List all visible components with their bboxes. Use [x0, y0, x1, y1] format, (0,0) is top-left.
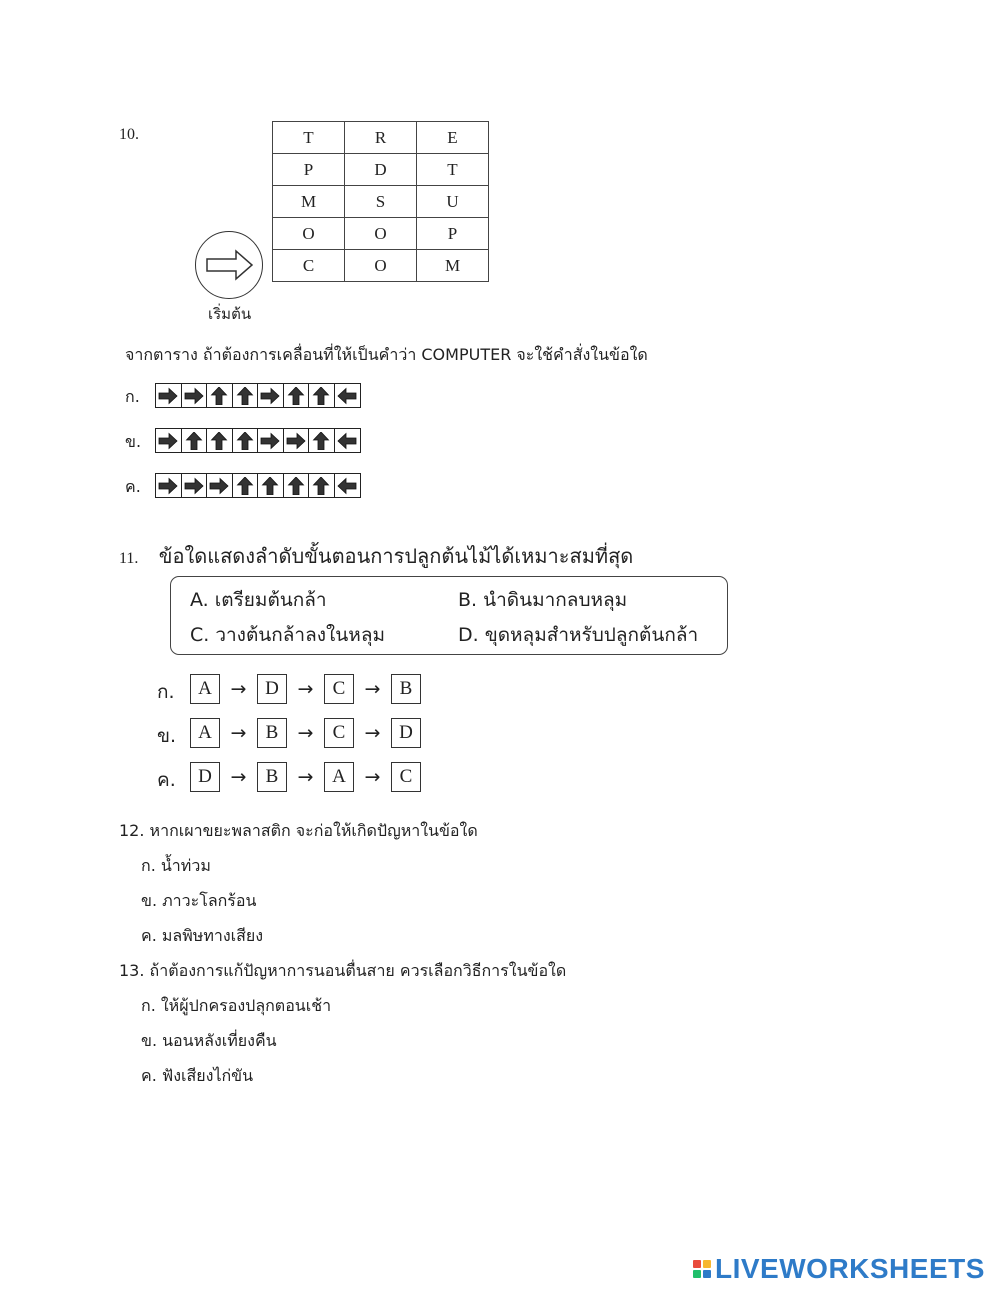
sequence-step: A — [190, 674, 220, 704]
sequence-arrow: → — [230, 766, 247, 788]
arrow-right-icon — [284, 429, 310, 452]
question-10-option[interactable] — [155, 473, 361, 498]
sequence-arrow: → — [364, 722, 381, 744]
sequence-step: C — [391, 762, 421, 792]
sequence-step: B — [257, 762, 287, 792]
step-b: B. นำดินมากลบหลุม — [458, 589, 628, 611]
sequence-step: D — [257, 674, 287, 704]
grid-row — [273, 250, 489, 282]
grid-cell: P — [417, 218, 489, 250]
letter-grid — [272, 121, 489, 282]
grid-row — [273, 186, 489, 218]
arrow-up-icon — [233, 429, 259, 452]
arrow-left-icon — [335, 429, 361, 452]
grid-cell: P — [273, 154, 345, 186]
question-11-option-label: ข. — [157, 725, 177, 747]
sequence-arrow: → — [297, 766, 314, 788]
sequence-arrow: → — [230, 678, 247, 700]
grid-cell: M — [273, 186, 345, 218]
arrow-right-icon — [258, 384, 284, 407]
start-arrow-icon — [196, 232, 262, 298]
question-10-text: จากตาราง ถ้าต้องการเคลื่อนที่ให้เป็นคำว่า COMPUTER จะใช้คำสั่งในข้อใด — [125, 345, 648, 364]
sequence-step: A — [324, 762, 354, 792]
question-12-option[interactable]: ค. มลพิษทางเสียง — [141, 926, 264, 945]
question-10-number: 10. — [119, 126, 139, 143]
grid-cell: C — [273, 250, 345, 282]
sequence-step: C — [324, 674, 354, 704]
arrow-right-icon — [156, 429, 182, 452]
sequence-step: C — [324, 718, 354, 748]
question-11-option[interactable] — [190, 762, 421, 792]
arrow-up-icon — [309, 384, 335, 407]
grid-cell: T — [417, 154, 489, 186]
sequence-step: D — [391, 718, 421, 748]
question-13-option[interactable]: ก. ให้ผู้ปกครองปลุกตอนเช้า — [141, 996, 332, 1015]
grid-row — [273, 122, 489, 154]
question-11-option[interactable] — [190, 718, 421, 748]
grid-cell: M — [417, 250, 489, 282]
arrow-up-icon — [207, 429, 233, 452]
question-10-option-label: ข. — [125, 432, 142, 451]
question-11-number: 11. — [119, 550, 139, 567]
start-label: เริ่มต้น — [208, 305, 252, 323]
arrow-left-icon — [335, 474, 361, 497]
step-d: D. ขุดหลุมสำหรับปลูกต้นกล้า — [458, 624, 699, 646]
sequence-step: B — [391, 674, 421, 704]
question-13-option[interactable]: ค. ฟังเสียงไก่ขัน — [141, 1066, 254, 1085]
arrow-up-icon — [284, 474, 310, 497]
sequence-step: A — [190, 718, 220, 748]
logo-mark-icon — [693, 1260, 711, 1278]
question-12-text: 12. หากเผาขยะพลาสติก จะก่อให้เกิดปัญหาในข้อใด — [119, 821, 478, 840]
grid-row — [273, 218, 489, 250]
sequence-arrow: → — [297, 678, 314, 700]
step-a: A. เตรียมต้นกล้า — [190, 589, 327, 611]
arrow-right-icon — [182, 384, 208, 407]
arrow-up-icon — [207, 384, 233, 407]
sequence-arrow: → — [364, 678, 381, 700]
arrow-left-icon — [335, 384, 361, 407]
arrow-up-icon — [258, 474, 284, 497]
sequence-step: D — [190, 762, 220, 792]
arrow-up-icon — [284, 384, 310, 407]
grid-row — [273, 154, 489, 186]
question-11-option[interactable] — [190, 674, 421, 704]
arrow-up-icon — [233, 384, 259, 407]
question-12-option[interactable]: ข. ภาวะโลกร้อน — [141, 891, 257, 910]
sequence-arrow: → — [230, 722, 247, 744]
grid-cell: R — [345, 122, 417, 154]
start-circle — [195, 231, 263, 299]
question-10-option[interactable] — [155, 428, 361, 453]
arrow-up-icon — [309, 474, 335, 497]
question-11-option-label: ก. — [157, 681, 175, 703]
arrow-up-icon — [309, 429, 335, 452]
question-12-option[interactable]: ก. น้ำท่วม — [141, 856, 211, 875]
sequence-arrow: → — [297, 722, 314, 744]
step-c: C. วางต้นกล้าลงในหลุม — [190, 624, 385, 646]
question-10-option-label: ก. — [125, 387, 140, 406]
arrow-right-icon — [207, 474, 233, 497]
grid-cell: O — [273, 218, 345, 250]
sequence-arrow: → — [364, 766, 381, 788]
question-11-option-label: ค. — [157, 769, 176, 791]
logo-text: LIVEWORKSHEETS — [715, 1253, 985, 1284]
grid-cell: D — [345, 154, 417, 186]
arrow-up-icon — [233, 474, 259, 497]
grid-cell: U — [417, 186, 489, 218]
question-13-option[interactable]: ข. นอนหลังเที่ยงคืน — [141, 1031, 277, 1050]
grid-cell: E — [417, 122, 489, 154]
grid-cell: T — [273, 122, 345, 154]
question-10-option-label: ค. — [125, 477, 141, 496]
sequence-step: B — [257, 718, 287, 748]
question-10-option[interactable] — [155, 383, 361, 408]
question-11-text: ข้อใดแสดงลำดับขั้นตอนการปลูกต้นไม้ได้เหมาะสมที่สุด — [158, 544, 634, 568]
arrow-right-icon — [156, 474, 182, 497]
liveworksheets-logo[interactable] — [693, 1253, 985, 1285]
grid-cell: O — [345, 218, 417, 250]
arrow-up-icon — [182, 429, 208, 452]
arrow-right-icon — [156, 384, 182, 407]
grid-cell: O — [345, 250, 417, 282]
arrow-right-icon — [258, 429, 284, 452]
grid-cell: S — [345, 186, 417, 218]
question-13-text: 13. ถ้าต้องการแก้ปัญหาการนอนตื่นสาย ควรเลือกวิธีการในข้อใด — [119, 961, 567, 980]
arrow-right-icon — [182, 474, 208, 497]
